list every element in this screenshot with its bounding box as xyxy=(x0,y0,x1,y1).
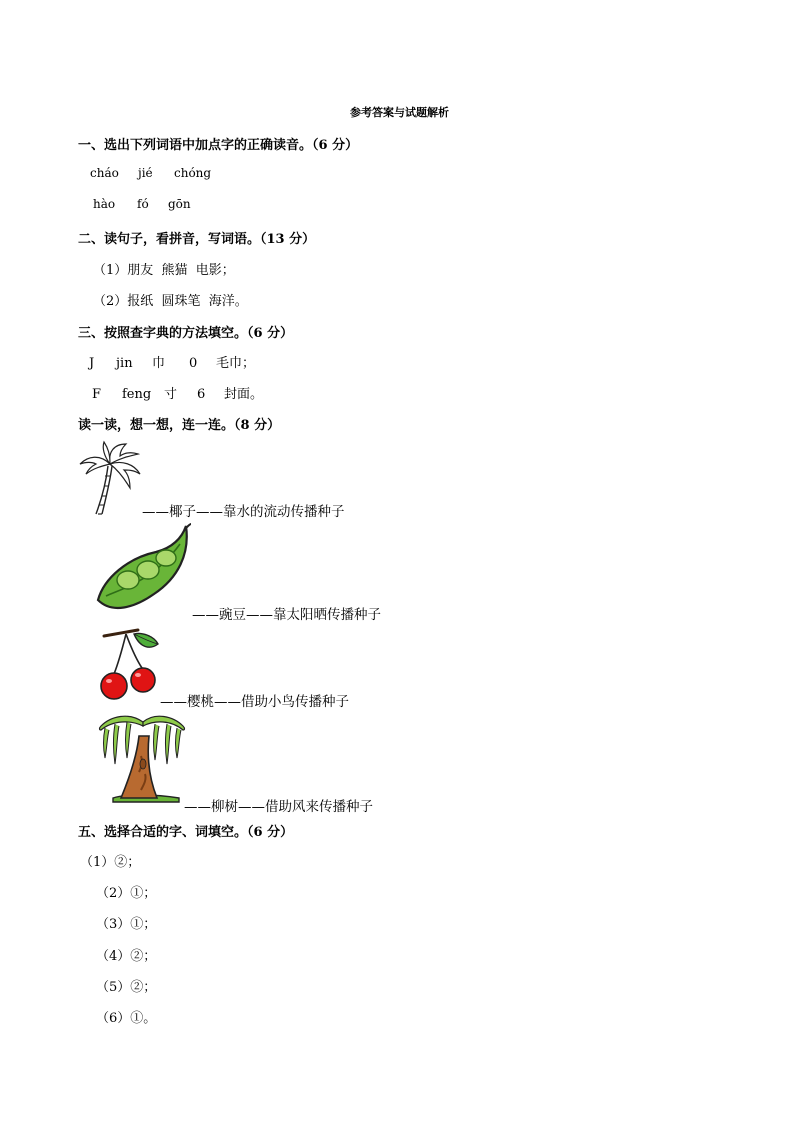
pinyin-answer: cháo xyxy=(90,166,119,180)
section-2-heading: 二、读句子，看拼音，写词语。（13 分） xyxy=(78,232,316,247)
section-1-heading: 一、选出下列词语中加点字的正确读音。（6 分） xyxy=(78,138,359,153)
section-4-heading: 读一读，想一想，连一连。（8 分） xyxy=(78,418,281,433)
cherry-icon xyxy=(98,628,160,700)
willow-tree-icon xyxy=(95,712,187,804)
initial-letter: J xyxy=(89,356,95,371)
match-line-willow: ——柳树——借助风来传播种子 xyxy=(184,799,373,815)
page-title: 参考答案与试题解析 xyxy=(350,106,449,119)
stroke-count: 6 xyxy=(197,387,206,402)
match-line-pea: ——豌豆——靠太阳晒传播种子 xyxy=(192,607,381,623)
pinyin-row-2 xyxy=(93,197,191,211)
word: 封面。 xyxy=(224,387,264,402)
dictionary-row-2 xyxy=(92,383,263,402)
pinyin-answer: hào xyxy=(93,197,116,211)
dictionary-row-1 xyxy=(89,352,255,371)
choice-answer-3: （3）①； xyxy=(96,917,157,932)
match-line-coconut: ——椰子——靠水的流动传播种子 xyxy=(142,504,345,520)
pinyin-answer: fó xyxy=(137,197,149,211)
pinyin-answer: gōn xyxy=(168,197,191,211)
match-line-cherry: ——樱桃——借助小鸟传播种子 xyxy=(160,694,349,710)
answer-line-1: （1）朋友 熊猫 电影； xyxy=(93,263,235,278)
choice-answer-6: （6）①。 xyxy=(96,1011,157,1026)
palm-tree-icon xyxy=(78,442,142,516)
choice-answer-4: （4）②； xyxy=(96,949,157,964)
syllable: feng xyxy=(122,387,152,402)
radical: 巾 xyxy=(152,356,166,371)
initial-letter: F xyxy=(92,387,102,402)
pinyin-answer: jié xyxy=(138,166,153,180)
pea-pod-icon xyxy=(94,524,192,616)
answer-line-2: （2）报纸 圆珠笔 海洋。 xyxy=(93,294,248,309)
syllable: jin xyxy=(116,356,133,371)
word: 毛巾； xyxy=(216,356,256,371)
pinyin-row-1 xyxy=(90,166,211,180)
choice-answer-5: （5）②； xyxy=(96,980,157,995)
choice-answer-1: （1）②； xyxy=(80,855,141,870)
stroke-count: 0 xyxy=(189,356,198,371)
radical: 寸 xyxy=(164,387,178,402)
choice-answer-2: （2）①； xyxy=(96,886,157,901)
section-5-heading: 五、选择合适的字、词填空。（6 分） xyxy=(78,825,294,840)
pinyin-answer: chóng xyxy=(174,166,212,180)
section-3-heading: 三、按照查字典的方法填空。（6 分） xyxy=(78,326,294,341)
